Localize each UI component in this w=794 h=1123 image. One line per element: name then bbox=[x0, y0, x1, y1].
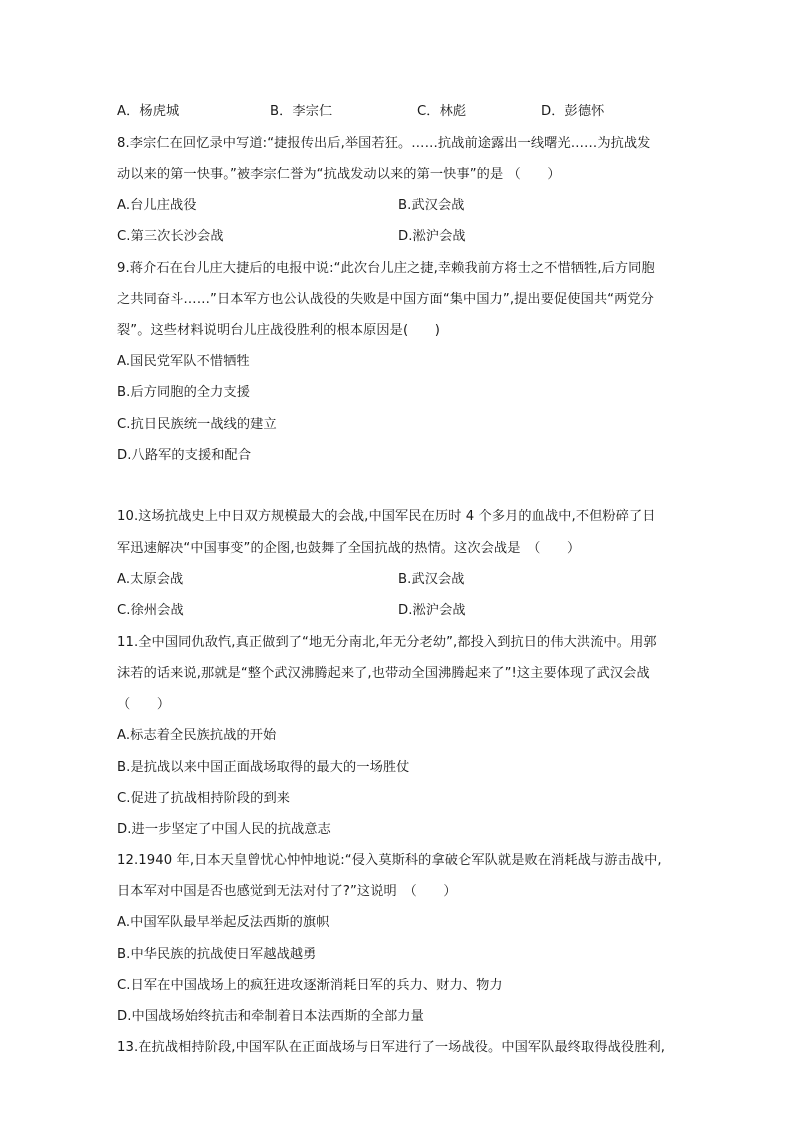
q9-option-b: B.后方同胞的全力支援 bbox=[117, 385, 251, 400]
q9-option-c: C.抗日民族统一战线的建立 bbox=[117, 417, 277, 432]
q8-option-b: B.武汉会战 bbox=[398, 198, 465, 213]
q7-option-c: C．林彪 bbox=[417, 104, 467, 119]
q9-stem-line-2: 之共同奋斗……”日本军方也公认战役的失败是中国方面“集中国力”,提出要促使国共“两党分 bbox=[117, 292, 654, 307]
q8-option-a: A.台儿庄战役 bbox=[117, 198, 197, 213]
q10-option-b: B.武汉会战 bbox=[398, 572, 465, 587]
q8-stem-line-2: 动以来的第一快事。”被李宗仁誉为“抗战发动以来的第一快事”的是 （ ） bbox=[117, 167, 561, 182]
q9-option-d: D.八路军的支援和配合 bbox=[117, 448, 252, 463]
q8-option-c: C.第三次长沙会战 bbox=[117, 229, 224, 244]
q12-stem-line-2: 日本军对中国是否也感觉到无法对付了?”这说明 （ ） bbox=[117, 884, 457, 899]
q12-option-a: A.中国军队最早举起反法西斯的旗帜 bbox=[117, 915, 330, 930]
q10-option-c: C.徐州会战 bbox=[117, 603, 184, 618]
q9-stem-line-1: 9.蒋介石在台儿庄大捷后的电报中说:“此次台儿庄之捷,幸赖我前方将士之不惜牺牲,后方同胞 bbox=[117, 261, 655, 276]
q12-option-b: B.中华民族的抗战使日军越战越勇 bbox=[117, 947, 317, 962]
q7-option-a: A．杨虎城 bbox=[117, 104, 180, 119]
q13-stem-line-1: 13.在抗战相持阶段,中国军队在正面战场与日军进行了一场战役。中国军队最终取得战役胜利, bbox=[117, 1040, 666, 1055]
q12-option-c: C.日军在中国战场上的疯狂进攻逐渐消耗日军的兵力、财力、物力 bbox=[117, 978, 503, 993]
q11-option-a: A.标志着全民族抗战的开始 bbox=[117, 728, 277, 743]
q11-stem-line-1: 11.全中国同仇敌忾,真正做到了“地无分南北,年无分老幼”,都投入到抗日的伟大洪流中。用郭 bbox=[117, 635, 657, 650]
q11-option-d: D.进一步坚定了中国人民的抗战意志 bbox=[117, 822, 331, 837]
q11-option-b: B.是抗战以来中国正面战场取得的最大的一场胜仗 bbox=[117, 760, 410, 775]
q10-stem-line-1: 10.这场抗战史上中日双方规模最大的会战,中国军民在历时 4 个多月的血战中,不但粉碎了日 bbox=[117, 509, 656, 524]
q11-option-c: C.促进了抗战相持阶段的到来 bbox=[117, 791, 291, 806]
q7-option-d: D．彭德怀 bbox=[541, 104, 605, 119]
q8-option-d: D.淞沪会战 bbox=[398, 229, 466, 244]
q11-stem-line-3: （ ） bbox=[117, 697, 171, 712]
q7-option-b: B．李宗仁 bbox=[270, 104, 333, 119]
q8-stem-line-1: 8.李宗仁在回忆录中写道:“捷报传出后,举国若狂。……抗战前途露出一线曙光……为抗战发 bbox=[117, 136, 651, 151]
q10-stem-line-2: 军迅速解决“中国事变”的企图,也鼓舞了全国抗战的热情。这次会战是 （ ） bbox=[117, 541, 581, 556]
q12-option-d: D.中国战场始终抗击和牵制着日本法西斯的全部力量 bbox=[117, 1009, 424, 1024]
q12-stem-line-1: 12.1940 年,日本天皇曾忧心忡忡地说:“侵入莫斯科的拿破仑军队就是败在消耗战与游击战中, bbox=[117, 853, 662, 868]
q9-stem-line-3: 裂”。这些材料说明台儿庄战役胜利的根本原因是( ) bbox=[117, 323, 441, 338]
q11-stem-line-2: 沫若的话来说,那就是“整个武汉沸腾起来了,也带动全国沸腾起来了”!这主要体现了武汉会战 bbox=[117, 666, 650, 681]
q9-option-a: A.国民党军队不惜牺牲 bbox=[117, 354, 250, 369]
q10-option-a: A.太原会战 bbox=[117, 572, 184, 587]
q10-option-d: D.淞沪会战 bbox=[398, 603, 466, 618]
